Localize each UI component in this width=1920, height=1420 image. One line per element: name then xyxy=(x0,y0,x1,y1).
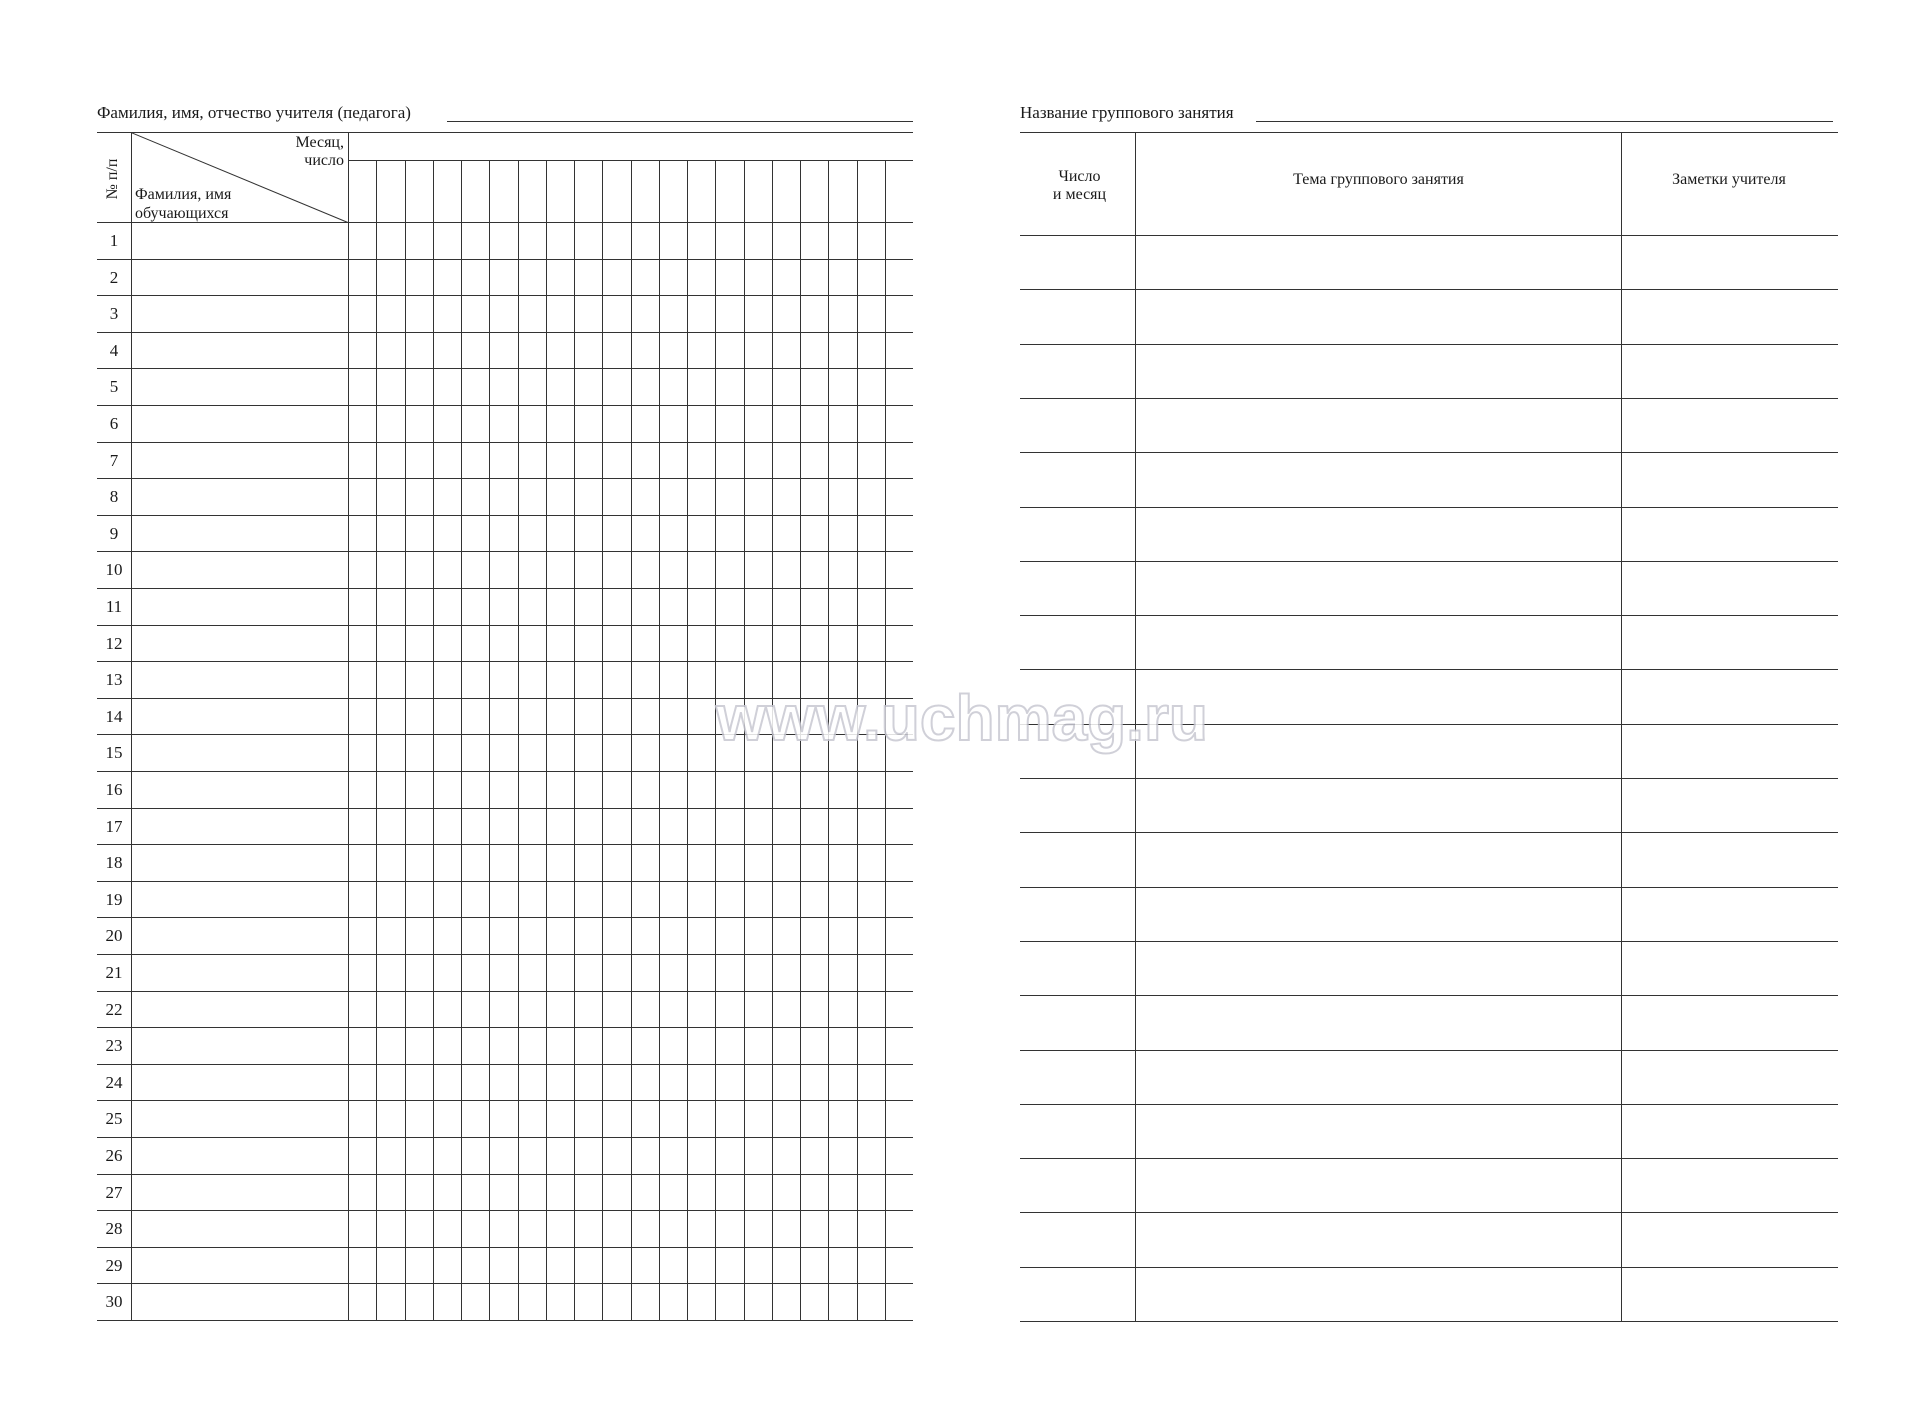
row-number: 16 xyxy=(105,780,123,799)
watermark-text: www.uchmag.ru xyxy=(716,682,1208,754)
grid-row-line xyxy=(97,734,913,735)
grid-row-line xyxy=(97,1137,913,1138)
row-number: 1 xyxy=(109,231,119,250)
row-number: 25 xyxy=(105,1109,123,1128)
students-header-line1: Фамилия, имя xyxy=(135,186,232,203)
lessons-row-line xyxy=(1020,1267,1838,1268)
grid-row-line xyxy=(97,954,913,955)
col-topic-header: Тема группового занятия xyxy=(1293,171,1464,188)
lessons-row-line xyxy=(1020,507,1838,508)
grid-row-line xyxy=(97,259,913,260)
lessons-row-line xyxy=(1020,669,1838,670)
row-number: 18 xyxy=(105,853,123,872)
grid-date-col-line xyxy=(857,160,858,1320)
grid-row-line xyxy=(97,515,913,516)
grid-date-col-line xyxy=(461,160,462,1320)
grid-row-line xyxy=(97,1174,913,1175)
row-number: 23 xyxy=(105,1036,123,1055)
month-header-line2: число xyxy=(304,152,344,169)
row-number: 14 xyxy=(105,707,123,726)
row-number: 15 xyxy=(105,743,123,762)
grid-date-col-line xyxy=(489,160,490,1320)
grid-row-line xyxy=(97,295,913,296)
teacher-name-label: Фамилия, имя, отчество учителя (педагога) xyxy=(97,103,411,122)
grid-date-col-line xyxy=(602,160,603,1320)
lessons-row-line xyxy=(1020,1321,1838,1322)
grid-row-line xyxy=(97,844,913,845)
grid-row-line xyxy=(97,771,913,772)
grid-row-line xyxy=(97,625,913,626)
grid-row-line xyxy=(97,368,913,369)
row-number: 12 xyxy=(105,634,123,653)
row-number: 3 xyxy=(109,304,119,323)
col-notes-header: Заметки учителя xyxy=(1672,171,1786,188)
grid-date-col-line xyxy=(518,160,519,1320)
grid-row-line xyxy=(97,1320,913,1321)
group-name-underline[interactable] xyxy=(1256,121,1833,122)
grid-row-line xyxy=(97,661,913,662)
row-number: 30 xyxy=(105,1292,123,1311)
lessons-row-line xyxy=(1020,1212,1838,1213)
row-number: 28 xyxy=(105,1219,123,1238)
row-number: 11 xyxy=(105,597,123,616)
teacher-name-underline[interactable] xyxy=(447,121,913,122)
row-number: 19 xyxy=(105,890,123,909)
row-number: 27 xyxy=(105,1183,123,1202)
month-header-line1: Месяц, xyxy=(295,134,344,151)
lessons-row-line xyxy=(1020,1050,1838,1051)
lessons-row-line xyxy=(1020,995,1838,996)
row-number: 6 xyxy=(109,414,119,433)
grid-date-col-line xyxy=(800,160,801,1320)
col-number-header: № п/п xyxy=(104,158,121,200)
lessons-row-line xyxy=(1020,941,1838,942)
row-number: 29 xyxy=(105,1256,123,1275)
lessons-row-line xyxy=(1020,887,1838,888)
grid-col-number-divider xyxy=(131,132,132,1320)
grid-date-col-line xyxy=(546,160,547,1320)
row-number: 20 xyxy=(105,926,123,945)
grid-row-line xyxy=(97,881,913,882)
lessons-row-line xyxy=(1020,289,1838,290)
row-number: 21 xyxy=(105,963,123,982)
lessons-row-line xyxy=(1020,398,1838,399)
grid-col-name-divider xyxy=(348,132,349,1320)
grid-row-line xyxy=(97,1283,913,1284)
row-number: 8 xyxy=(109,487,119,506)
lessons-row-line xyxy=(1020,832,1838,833)
row-number: 22 xyxy=(105,1000,123,1019)
grid-date-col-line xyxy=(828,160,829,1320)
row-number: 2 xyxy=(109,268,119,287)
grid-date-col-line xyxy=(574,160,575,1320)
grid-row-line xyxy=(97,1064,913,1065)
group-name-label: Название группового занятия xyxy=(1020,103,1234,122)
lessons-row-line xyxy=(1020,778,1838,779)
lessons-row-line xyxy=(1020,724,1838,725)
grid-date-col-line xyxy=(744,160,745,1320)
row-number: 5 xyxy=(109,377,119,396)
lessons-row-line xyxy=(1020,615,1838,616)
lessons-top-border xyxy=(1020,132,1838,133)
grid-row-line xyxy=(97,698,913,699)
students-header-line2: обучающихся xyxy=(135,205,229,222)
col-date-header-line1: Число xyxy=(1058,168,1101,185)
row-number: 17 xyxy=(105,817,123,836)
grid-date-col-line xyxy=(772,160,773,1320)
grid-date-col-line xyxy=(885,160,886,1320)
row-number: 24 xyxy=(105,1073,123,1092)
grid-row-line xyxy=(97,1027,913,1028)
grid-date-col-line xyxy=(376,160,377,1320)
grid-top-border xyxy=(97,132,913,133)
grid-date-col-line xyxy=(405,160,406,1320)
grid-date-col-line xyxy=(659,160,660,1320)
lessons-col-date-divider xyxy=(1135,132,1136,1321)
grid-row-line xyxy=(97,917,913,918)
grid-row-line xyxy=(97,551,913,552)
row-number: 10 xyxy=(105,560,123,579)
lessons-row-line xyxy=(1020,1104,1838,1105)
grid-row-line xyxy=(97,808,913,809)
grid-row-line xyxy=(97,991,913,992)
grid-row-line xyxy=(97,442,913,443)
lessons-row-line xyxy=(1020,452,1838,453)
grid-date-col-line xyxy=(687,160,688,1320)
lessons-header-bottom xyxy=(1020,235,1838,236)
grid-row-line xyxy=(97,478,913,479)
grid-row-line xyxy=(97,332,913,333)
lessons-row-line xyxy=(1020,1158,1838,1159)
grid-row-line xyxy=(97,1247,913,1248)
row-number: 13 xyxy=(105,670,123,689)
row-number: 9 xyxy=(109,524,119,543)
lessons-col-topic-divider xyxy=(1621,132,1622,1321)
lessons-row-line xyxy=(1020,344,1838,345)
grid-row-line xyxy=(97,1210,913,1211)
grid-row-line xyxy=(97,405,913,406)
col-date-header-line2: и месяц xyxy=(1052,186,1107,203)
row-number: 7 xyxy=(109,451,119,470)
grid-date-col-line xyxy=(631,160,632,1320)
grid-row-line xyxy=(97,1100,913,1101)
lessons-row-line xyxy=(1020,561,1838,562)
row-number: 26 xyxy=(105,1146,123,1165)
row-number: 4 xyxy=(109,341,119,360)
grid-date-col-line xyxy=(433,160,434,1320)
grid-row-line xyxy=(97,588,913,589)
grid-date-col-line xyxy=(715,160,716,1320)
